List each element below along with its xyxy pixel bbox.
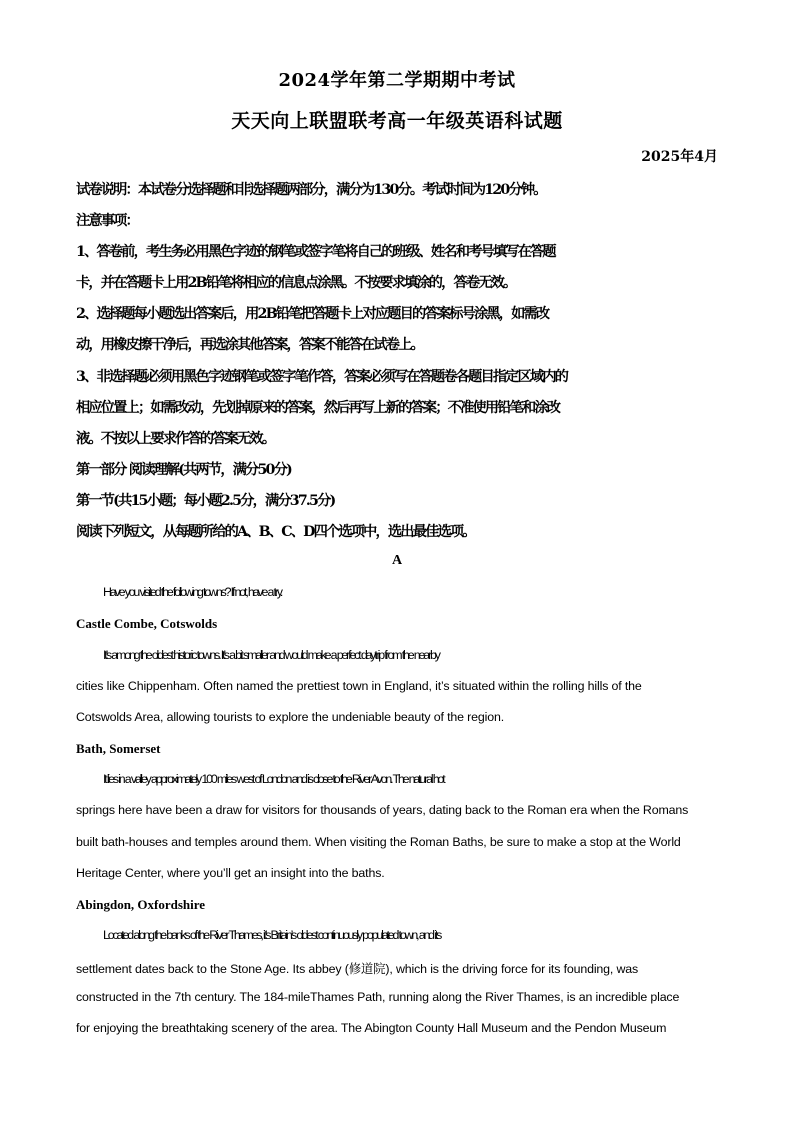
notice-label: 注意事项： (76, 213, 138, 229)
passage-line: cities like Chippenham. Often named the prettiest town in England, it’s situated within the rolling hills of the (76, 679, 642, 693)
passage-label: A (391, 553, 403, 568)
section-heading: 第一节(共15小题；每小题2.5分，满分37.5分) (76, 493, 335, 509)
passage-line: settlement dates back to the Stone Age. Its abbey (修道院), which is the driving force for its founding, was (76, 962, 639, 976)
passage-line: Located along the banks of the River Thames, it’s Britain’s oldest continuously populated town, and its (103, 928, 441, 942)
reading-directions: 阅读下列短文，从每题所给的A、B、C、D四个选项中，选出最佳选项。 (76, 524, 475, 540)
passage-line: It’s among the oldest historic towns. It’s a bit smaller and would make a perfect daytrip from the nearby (103, 648, 439, 662)
passage-intro: Have you visited the following towns? If not, have a try. (103, 585, 282, 599)
passage-line: springs here have been a draw for visitors for thousands of years, dating back to the Roman era when the Romans (76, 803, 689, 817)
notice-item-2-line-1: 2、选择题每小题选出答案后，用2B铅笔把答题卡上对应题目的答案标号涂黑，如需改 (76, 306, 549, 322)
notice-item-1-line-2: 卡，并在答题卡上用2B铅笔将相应的信息点涂黑。不按要求填涂的，答卷无效。 (76, 275, 516, 291)
passage-line: built bath-houses and temples around them. When visiting the Roman Baths, be sure to make a stop at the World (76, 835, 681, 849)
passage-line: Cotswolds Area, allowing tourists to explore the undeniable beauty of the region. (76, 710, 504, 724)
passage-line: It lies in a valley approximately 100 miles west of London and is close to the River Avon. The natural hot (103, 772, 444, 786)
passage-line: constructed in the 7th century. The 184-mileThames Path, running along the River Thames, is an incredible place (76, 990, 680, 1004)
passage-line: for enjoying the breathtaking scenery of the area. The Abington County Hall Museum and the Pendon Museum (76, 1021, 667, 1035)
passage-line: Heritage Center, where you’ll get an insight into the baths. (76, 866, 385, 880)
notice-item-3-line-2: 相应位置上；如需改动，先划掉原来的答案，然后再写上新的答案；不准使用铅笔和涂改 (76, 400, 560, 416)
part-heading: 第一部分 阅读理解(共两节，满分50分) (76, 462, 291, 478)
notice-item-2-line-2: 动，用橡皮擦干净后，再选涂其他答案，答案不能答在试卷上。 (76, 337, 423, 353)
exam-title: 2024学年第二学期期中考试 (278, 70, 516, 91)
exam-subtitle: 天天向上联盟联考高一年级英语科试题 (231, 110, 563, 132)
notice-item-1-line-1: 1、答卷前，考生务必用黑色字迹的钢笔或签字笔将自己的班级、姓名和考号填写在答题 (76, 244, 555, 260)
exam-date: 2025年4月 (641, 149, 718, 165)
town-heading: Abingdon, Oxfordshire (76, 897, 206, 912)
town-heading: Bath, Somerset (76, 741, 161, 756)
town-heading: Castle Combe, Cotswolds (76, 616, 218, 631)
paper-note: 试卷说明：本试卷分选择题和非选择题两部分，满分为130分。考试时间为120分钟。 (76, 182, 546, 198)
notice-item-3-line-3: 液。不按以上要求作答的答案无效。 (76, 431, 275, 447)
notice-item-3-line-1: 3、非选择题必须用黑色字迹钢笔或签字笔作答，答案必须写在答题卷各题目指定区域内的 (76, 369, 568, 385)
